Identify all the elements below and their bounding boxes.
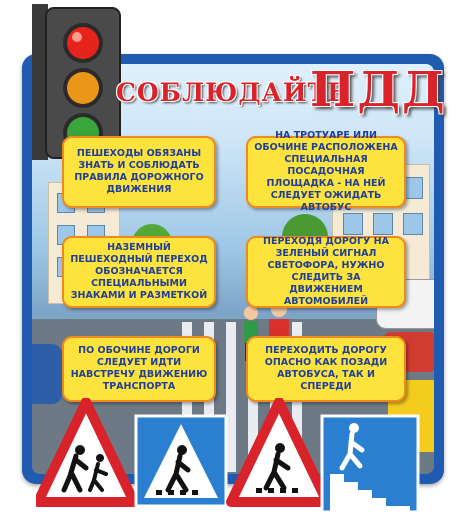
rule-card-3: НАЗЕМНЫЙ ПЕШЕХОДНЫЙ ПЕРЕХОД ОБОЗНАЧАЕТСЯ СПЕЦИАЛЬНЫМИ ЗНАКАМИ И РАЗМЕТКОЙ	[62, 236, 216, 308]
underpass-sign-icon	[322, 416, 418, 512]
children-warning-sign-icon	[38, 402, 134, 502]
rule-card-6: ПЕРЕХОДИТЬ ДОРОГУ ОПАСНО КАК ПОЗАДИ АВТОБУСА, ТАК И СПЕРЕДИ	[246, 336, 406, 402]
title-line-2: ПДД	[310, 62, 447, 118]
poster-title	[102, 60, 447, 120]
rule-card-4: ПЕРЕХОДЯ ДОРОГУ НА ЗЕЛЕНЫЙ СИГНАЛ СВЕТОФОРА, НУЖНО СЛЕДИТЬ ЗА ДВИЖЕНИЕМ АВТОМОБИЛЕЙ	[246, 236, 406, 308]
rule-card-5: ПО ОБОЧИНЕ ДОРОГИ СЛЕДУЕТ ИДТИ НАВСТРЕЧУ ДВИЖЕНИЮ ТРАНСПОРТА	[62, 336, 216, 402]
rule-card-2: НА ТРОТУАРЕ ИЛИ ОБОЧИНЕ РАСПОЛОЖЕНА СПЕЦИАЛЬНАЯ ПОСАДОЧНАЯ ПЛОЩАДКА - НА НЕЙ СЛЕДУЕТ ОЖИДАТЬ АВТОБУС	[246, 136, 406, 208]
title-line-1: СОБЛЮДАЙТЕ	[116, 78, 348, 107]
rule-card-1: ПЕШЕХОДЫ ОБЯЗАНЫ ЗНАТЬ И СОБЛЮДАТЬ ПРАВИЛА ДОРОЖНОГО ДВИЖЕНИЯ	[62, 136, 216, 208]
blue-car	[32, 344, 62, 404]
pedestrian-crossing-warning-sign-icon	[231, 402, 327, 502]
road-signs-row	[36, 398, 428, 518]
pedestrian-crossing-sign-icon	[136, 416, 226, 506]
